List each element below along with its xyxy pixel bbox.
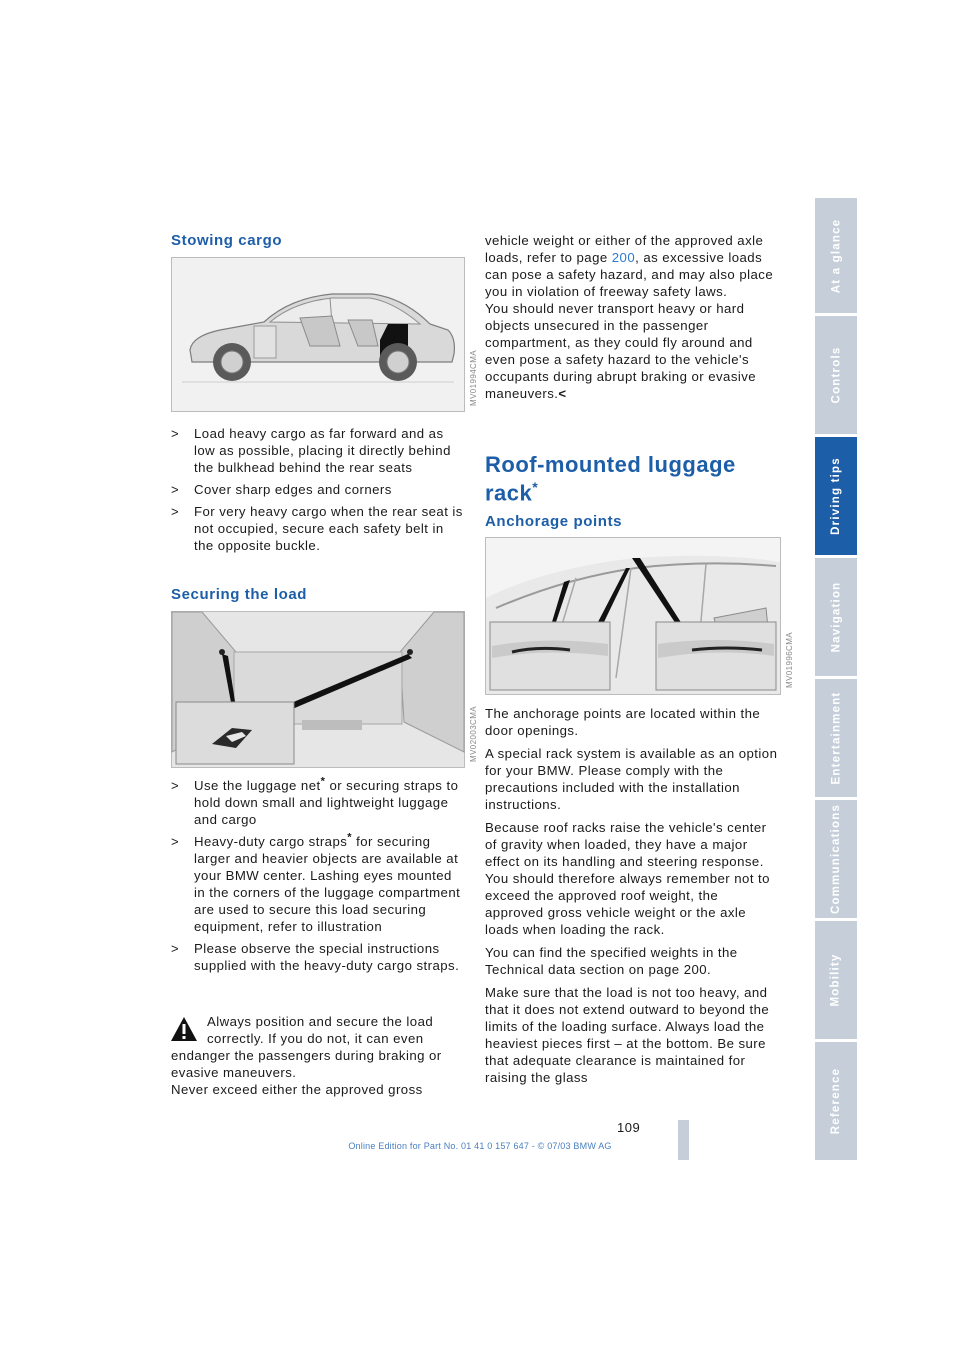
bullet-arrow-icon: > bbox=[171, 941, 180, 956]
page-marker-bar bbox=[678, 1120, 689, 1160]
anchorage-body-text bbox=[485, 705, 779, 1086]
paragraph: A special rack system is available as an option for your BMW. Please comply with the precautions included with the installation instructions. bbox=[485, 746, 778, 812]
figure-anchorage-points bbox=[485, 537, 794, 695]
figure-code: MV02003CMA bbox=[469, 705, 478, 762]
stowing-bullet-list bbox=[171, 425, 463, 559]
figure-car-cargo bbox=[171, 257, 478, 412]
warning-text: endanger the passengers during braking or evasive maneuvers. Never exceed either the approved gross bbox=[171, 1048, 442, 1097]
warning-icon bbox=[170, 1016, 198, 1042]
securing-load-heading: Securing the load bbox=[171, 586, 308, 603]
paragraph: Make sure that the load is not too heavy, and that it does not extend outward to beyond the limits of the loading surface. Always load the heaviest pieces first – at the bottom. Be sure that adequate clearance is maintained for raising the glass bbox=[485, 985, 770, 1085]
anchorage-points-heading: Anchorage points bbox=[485, 513, 623, 530]
tab-controls[interactable]: Controls bbox=[815, 316, 857, 434]
tab-entertainment[interactable]: Entertainment bbox=[815, 679, 857, 797]
list-item: > Please observe the special instructions supplied with the heavy-duty cargo straps. bbox=[171, 941, 460, 973]
tab-reference[interactable]: Reference bbox=[815, 1042, 857, 1160]
figure-luggage-compartment bbox=[171, 611, 478, 768]
list-item: > Load heavy cargo as far forward and as low as possible, placing it directly behind the bulkhead behind the rear seats bbox=[171, 426, 451, 475]
warning-text-indented: Always position and secure the load correctly. If you do not, it can even bbox=[207, 1014, 434, 1046]
figure-code: MV01994CMA bbox=[469, 349, 478, 406]
page-reference-link[interactable]: 200 bbox=[611, 250, 636, 265]
paragraph: Because roof racks raise the vehicle's center of gravity when loaded, they have a major effect on its handling and steering response. bbox=[485, 820, 767, 869]
stowing-cargo-heading: Stowing cargo bbox=[171, 232, 283, 249]
paragraph: You should therefore always remember not to exceed the approved roof weight, the approved gross vehicle weight or the axle loads when loading the rack. bbox=[485, 871, 770, 937]
list-item: > Heavy-duty cargo straps* for securing larger and heavier objects are available at your BMW center. Lashing eyes mounted in the corners of the luggage compartment are used to secure this load securing equipment, refer to illustration bbox=[171, 831, 461, 934]
page-number: 109 bbox=[617, 1120, 641, 1135]
bullet-arrow-icon: > bbox=[171, 504, 180, 519]
roof-rack-heading: Roof-mounted luggage rack* bbox=[485, 452, 736, 506]
footer-edition-note: Online Edition for Part No. 01 41 0 157 647 - © 07/03 BMW AG bbox=[348, 1141, 612, 1151]
warning-continued-text: vehicle weight or either of the approved axle loads, refer to page 200, as excessive loads can pose a safety hazard, and may also place you in violation of freeway safety laws. You should never transport heavy or hard objects unsecured in the passenger compartment, as they could fly around and even pose a safety hazard to the vehicle's occupants during abrupt braking or evasive maneuvers.< bbox=[485, 233, 774, 401]
paragraph: You can find the specified weights in the Technical data section on page 200. bbox=[485, 945, 738, 977]
bullet-arrow-icon: > bbox=[171, 778, 180, 793]
tab-at-a-glance[interactable]: At a glance bbox=[815, 198, 857, 313]
figure-code: MV01996CMA bbox=[785, 631, 794, 688]
end-mark: < bbox=[558, 386, 567, 401]
roof-anchorage-illustration bbox=[486, 538, 780, 694]
tab-driving-tips[interactable]: Driving tips bbox=[815, 437, 857, 555]
bullet-arrow-icon: > bbox=[171, 426, 180, 441]
bullet-arrow-icon: > bbox=[171, 482, 180, 497]
list-item: > For very heavy cargo when the rear seat is not occupied, secure each safety belt in the opposite buckle. bbox=[171, 504, 463, 553]
paragraph: The anchorage points are located within the door openings. bbox=[485, 706, 761, 738]
tab-navigation[interactable]: Navigation bbox=[815, 558, 857, 676]
list-item: > Use the luggage net* or securing straps to hold down small and lightweight luggage and cargo bbox=[171, 775, 459, 827]
list-item: > Cover sharp edges and corners bbox=[171, 482, 392, 497]
tab-mobility[interactable]: Mobility bbox=[815, 921, 857, 1039]
bullet-arrow-icon: > bbox=[171, 834, 180, 849]
car-side-illustration bbox=[172, 258, 464, 411]
securing-bullet-list bbox=[171, 777, 463, 979]
trunk-illustration bbox=[172, 612, 464, 767]
tab-communications[interactable]: Communications bbox=[815, 800, 857, 918]
